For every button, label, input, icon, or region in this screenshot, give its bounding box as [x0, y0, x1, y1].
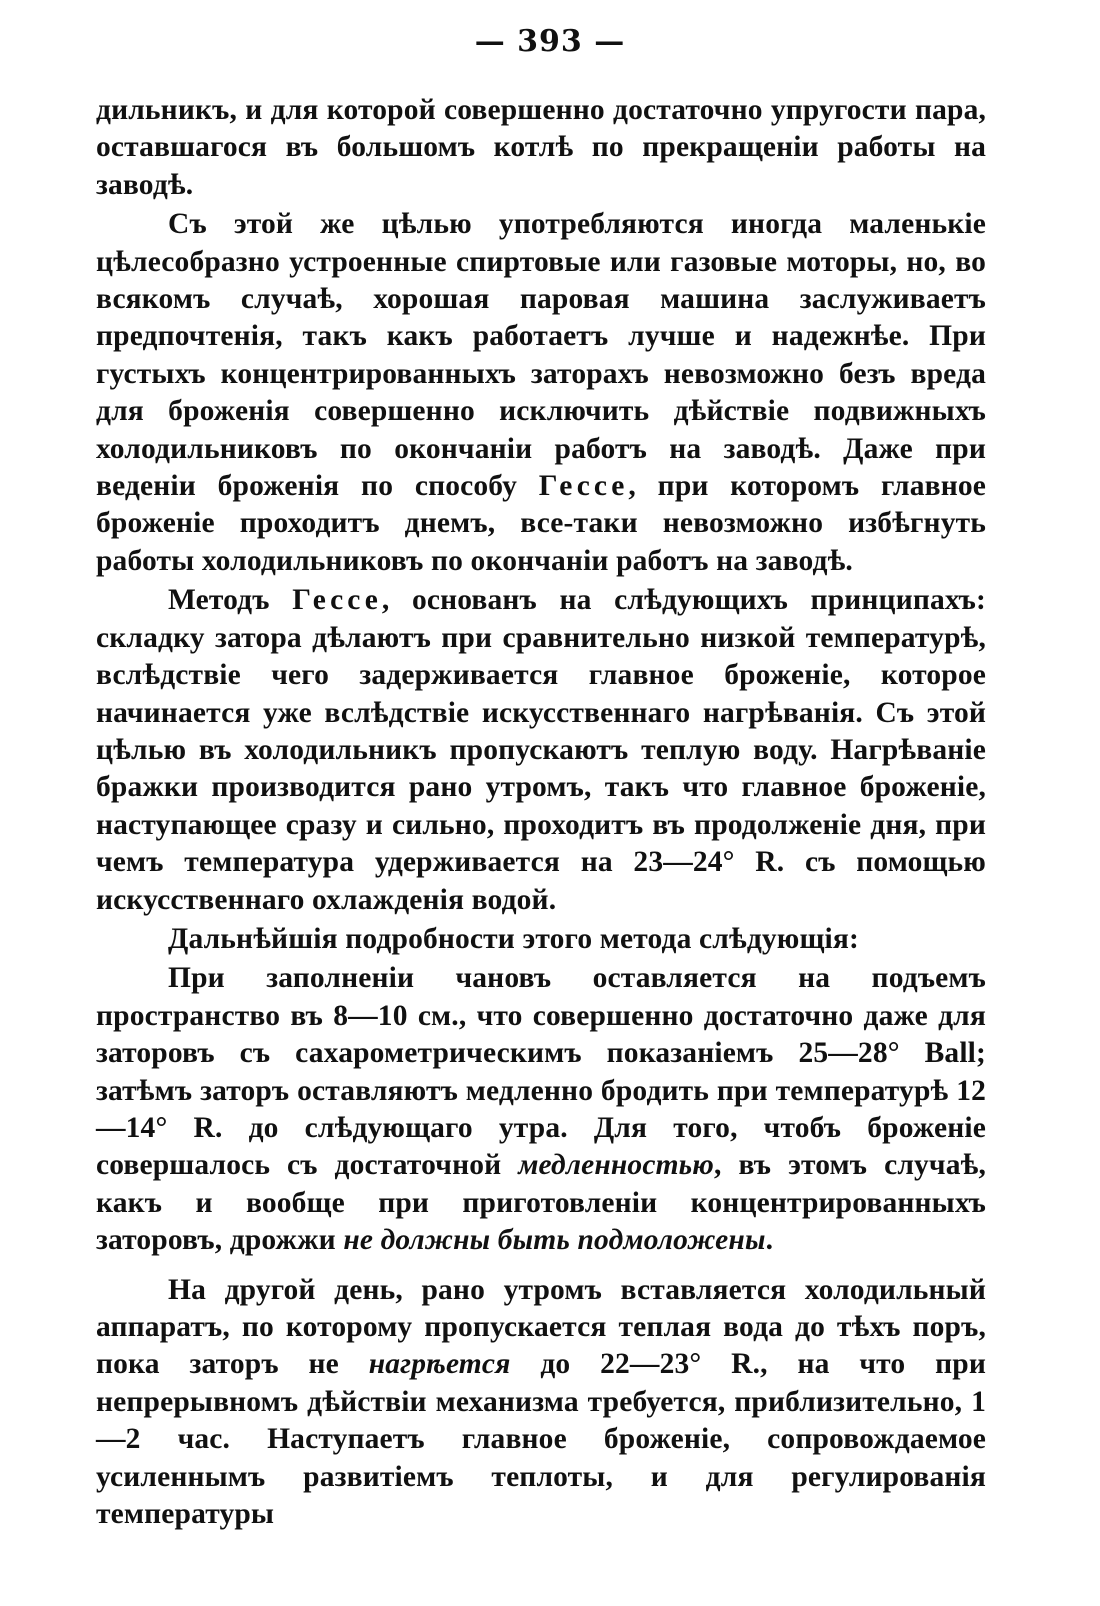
text-run: Дальнѣйшiя подробности этого метода слѣдующiя: — [168, 922, 859, 955]
text-run: дильникъ, и для которой совершенно достаточно упругости пара, оставшагося въ большомъ котлѣ по прекращенiи работы на заводѣ. — [96, 94, 986, 201]
spaced-name: Гессе — [292, 584, 382, 617]
paragraph — [96, 1272, 986, 1534]
text-run: На другой день, рано утромъ вставляется холодильный аппаратъ, по которому пропускается теплая вода до тѣхъ поръ, пока заторъ не — [96, 1273, 986, 1381]
text-run: При заполненiи чановъ оставляется на подъемъ пространство въ 8—10 см., что совершенно достаточно даже для заторовъ съ сахарометрическимъ показанiемъ 25—28° Ball; затѣмъ заторъ оставляютъ медленно бродить при температурѣ 12—14° R. до слѣдующаго утра. Для того, чтобъ броженiе совершалось съ достаточной — [96, 962, 986, 1182]
spaced-name: Гессе — [538, 470, 629, 503]
text-run: Методъ — [168, 584, 293, 617]
text-run: Съ этой же цѣлью употребляются иногда маленькiе цѣлесобразно устроенные спиртовые или газовые моторы, но, во всякомъ случаѣ, хорошая паровая машина заслуживаетъ предпочтенiя, такъ какъ работаетъ лучше и надежнѣе. При густыхъ концентрированныхъ заторахъ невозможно безъ вреда для броженiя совершенно исключить дѣйствiе подвижныхъ холодильниковъ по окончанiи работъ на заводѣ. Даже при веденiи броженiя по способу — [96, 208, 986, 503]
paragraph — [96, 582, 986, 919]
emphasized-text: медленностью — [518, 1149, 714, 1182]
emphasized-text: не должны быть подмоложены — [343, 1224, 766, 1257]
page-number: — 393 — — [474, 24, 626, 59]
paragraph — [96, 92, 986, 204]
text-run: , при которомъ главное броженiе проходитъ днемъ, все-таки невозможно избѣгнуть работы холодильниковъ по окончанiи работъ на заводѣ. — [96, 470, 986, 577]
text-run: . — [765, 1224, 774, 1257]
text-run: , въ этомъ случаѣ, какъ и вообще при приготовленiи концентрированныхъ заторовъ, дрожжи — [96, 1149, 986, 1257]
paragraph — [96, 206, 986, 580]
emphasized-text: нагрѣется — [368, 1348, 511, 1381]
paragraph — [96, 960, 986, 1259]
text-run: , основанъ на слѣдующихъ принципахъ: складку затора дѣлаютъ при сравнительно низкой температурѣ, вслѣдствiе чего задерживается главное броженiе, которое начинается уже вслѣдствiе искусственнаго нагрѣванiя. Съ этой цѣлью въ холодильникъ пропускаютъ теплую воду. Нагрѣванiе бражки производится рано утромъ, такъ что главное броженiе, наступающее сразу и сильно, проходитъ въ продолженiе дня, при чемъ температура удерживается на 23—24° R. съ помощью искусственнаго охлажденiя водой. — [96, 584, 986, 916]
body-text — [96, 92, 986, 1533]
paragraph — [96, 921, 986, 958]
text-run: до 22—23° R., на что при непрерывномъ дѣйствiи механизма требуется, приблизительно, 1—2 час. Наступаетъ главное броженiе, сопровождаемое усиленнымъ развитiемъ теплоты, и для регулированiя температуры — [96, 1348, 986, 1531]
